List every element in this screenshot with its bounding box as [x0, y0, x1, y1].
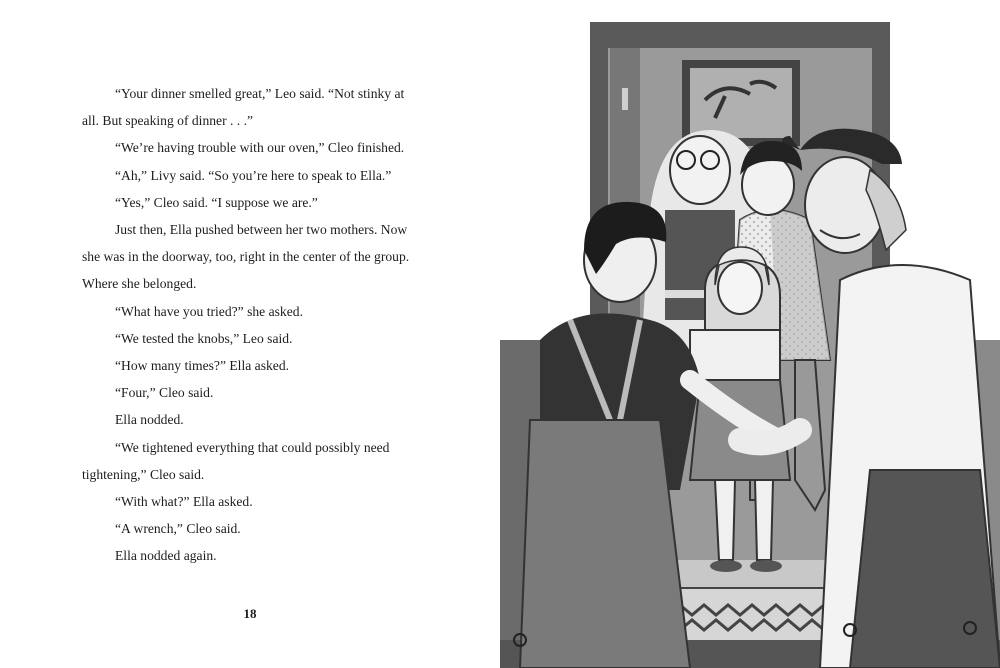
paragraph: “With what?” Ella asked. [115, 494, 253, 510]
text-block [82, 80, 416, 570]
paragraph: “Ah,” Livy said. “So you’re here to speak to Ella.” [115, 167, 392, 183]
hinge-icon [622, 88, 628, 110]
paragraph: “What have you tried?” she asked. [115, 303, 303, 319]
paragraph: “We tightened everything that could possibly need tightening,” Cleo said. [82, 439, 390, 482]
wall-picture [690, 68, 792, 138]
paragraph: Ella nodded. [115, 412, 184, 428]
paragraph: “How many times?” Ella asked. [115, 358, 290, 374]
paragraph: “We tested the knobs,” Leo said. [115, 330, 293, 346]
page-number: 18 [243, 606, 257, 621]
doorway-family-illustration [500, 0, 1000, 668]
paragraph: “Four,” Cleo said. [115, 385, 214, 401]
paragraph: “We’re having trouble with our oven,” Cleo finished. [115, 140, 405, 156]
paragraph: Just then, Ella pushed between her two mothers. Now she was in the doorway, too, right in the center of the group. Where she belonged. [82, 222, 410, 292]
paragraph: “Yes,” Cleo said. “I suppose we are.” [115, 194, 318, 210]
paragraph: “Your dinner smelled great,” Leo said. “Not stinky at all. But speaking of dinner . . .” [82, 86, 405, 129]
right-page [500, 0, 1000, 668]
paragraph: Ella nodded again. [115, 548, 217, 564]
paragraph: “A wrench,” Cleo said. [115, 521, 241, 537]
